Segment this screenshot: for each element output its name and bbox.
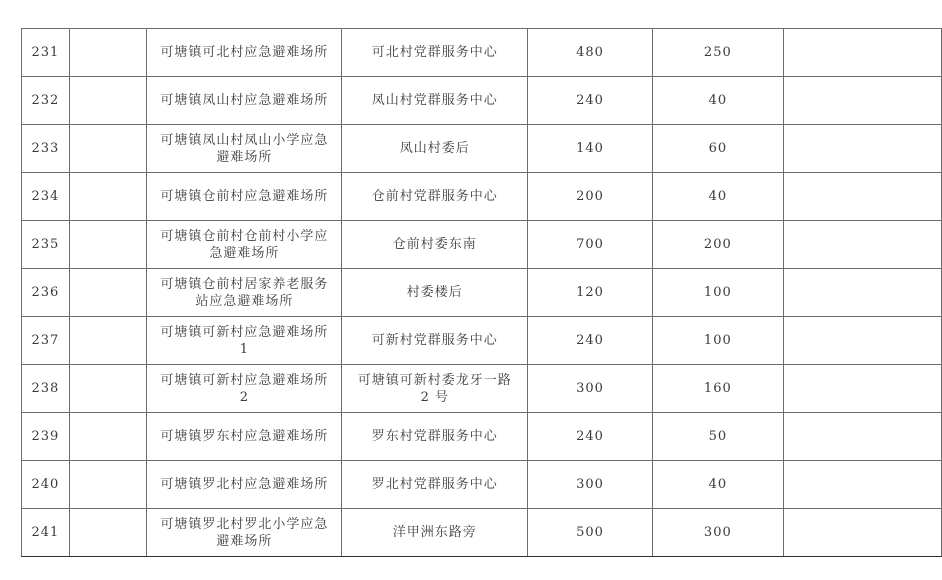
row-number-cell: 233 [22,125,70,173]
row-number-cell: 236 [22,269,70,317]
table-row [22,509,942,557]
note-cell [784,221,942,269]
capacity-cell: 300 [528,461,652,509]
capacity-cell: 500 [528,509,652,557]
town-cell [69,125,147,173]
shelter-name-cell: 可塘镇凤山村应急避难场所 [147,77,342,125]
capacity-cell: 300 [528,365,652,413]
shelter-address-cell: 可北村党群服务中心 [342,29,528,77]
town-cell [69,317,147,365]
people-count-cell: 40 [652,77,783,125]
town-cell [69,221,147,269]
town-cell [69,77,147,125]
town-cell [69,365,147,413]
row-number-cell: 238 [22,365,70,413]
shelter-address-cell: 罗北村党群服务中心 [342,461,528,509]
shelter-address-cell: 村委楼后 [342,269,528,317]
people-count-cell: 40 [652,173,783,221]
row-number-cell: 231 [22,29,70,77]
note-cell [784,125,942,173]
shelter-name-cell: 可塘镇仓前村仓前村小学应急避难场所 [147,221,342,269]
note-cell [784,461,942,509]
town-cell [69,413,147,461]
shelter-address-cell: 可塘镇可新村委龙牙一路 2 号 [342,365,528,413]
people-count-cell: 60 [652,125,783,173]
capacity-cell: 240 [528,413,652,461]
shelter-table [21,28,942,557]
row-number-cell: 240 [22,461,70,509]
capacity-cell: 240 [528,317,652,365]
shelter-address-cell: 仓前村委东南 [342,221,528,269]
table-row [22,125,942,173]
shelter-address-cell: 洋甲洲东路旁 [342,509,528,557]
capacity-cell: 200 [528,173,652,221]
people-count-cell: 300 [652,509,783,557]
shelter-name-cell: 可塘镇罗北村应急避难场所 [147,461,342,509]
people-count-cell: 100 [652,269,783,317]
shelter-name-cell: 可塘镇仓前村居家养老服务站应急避难场所 [147,269,342,317]
shelter-address-cell: 可新村党群服务中心 [342,317,528,365]
row-number-cell: 235 [22,221,70,269]
row-number-cell: 239 [22,413,70,461]
capacity-cell: 140 [528,125,652,173]
note-cell [784,413,942,461]
capacity-cell: 700 [528,221,652,269]
shelter-name-cell: 可塘镇可新村应急避难场所 1 [147,317,342,365]
people-count-cell: 40 [652,461,783,509]
capacity-cell: 240 [528,77,652,125]
note-cell [784,173,942,221]
shelter-name-cell: 可塘镇罗东村应急避难场所 [147,413,342,461]
shelter-address-cell: 凤山村委后 [342,125,528,173]
row-number-cell: 232 [22,77,70,125]
row-number-cell: 241 [22,509,70,557]
town-cell [69,509,147,557]
people-count-cell: 160 [652,365,783,413]
table-row [22,29,942,77]
shelter-name-cell: 可塘镇可新村应急避难场所 2 [147,365,342,413]
note-cell [784,29,942,77]
table-body [22,29,942,557]
shelter-name-cell: 可塘镇仓前村应急避难场所 [147,173,342,221]
note-cell [784,269,942,317]
table-row [22,269,942,317]
shelter-name-cell: 可塘镇凤山村凤山小学应急避难场所 [147,125,342,173]
table-row [22,317,942,365]
people-count-cell: 200 [652,221,783,269]
note-cell [784,77,942,125]
town-cell [69,29,147,77]
people-count-cell: 100 [652,317,783,365]
town-cell [69,269,147,317]
shelter-address-cell: 凤山村党群服务中心 [342,77,528,125]
table-row [22,461,942,509]
capacity-cell: 120 [528,269,652,317]
table-row [22,77,942,125]
note-cell [784,317,942,365]
town-cell [69,461,147,509]
table-row [22,365,942,413]
table-row [22,413,942,461]
shelter-address-cell: 罗东村党群服务中心 [342,413,528,461]
shelter-address-cell: 仓前村党群服务中心 [342,173,528,221]
row-number-cell: 234 [22,173,70,221]
people-count-cell: 250 [652,29,783,77]
note-cell [784,365,942,413]
town-cell [69,173,147,221]
shelter-name-cell: 可塘镇罗北村罗北小学应急避难场所 [147,509,342,557]
note-cell [784,509,942,557]
table-row [22,221,942,269]
capacity-cell: 480 [528,29,652,77]
shelter-name-cell: 可塘镇可北村应急避难场所 [147,29,342,77]
row-number-cell: 237 [22,317,70,365]
people-count-cell: 50 [652,413,783,461]
table-row [22,173,942,221]
